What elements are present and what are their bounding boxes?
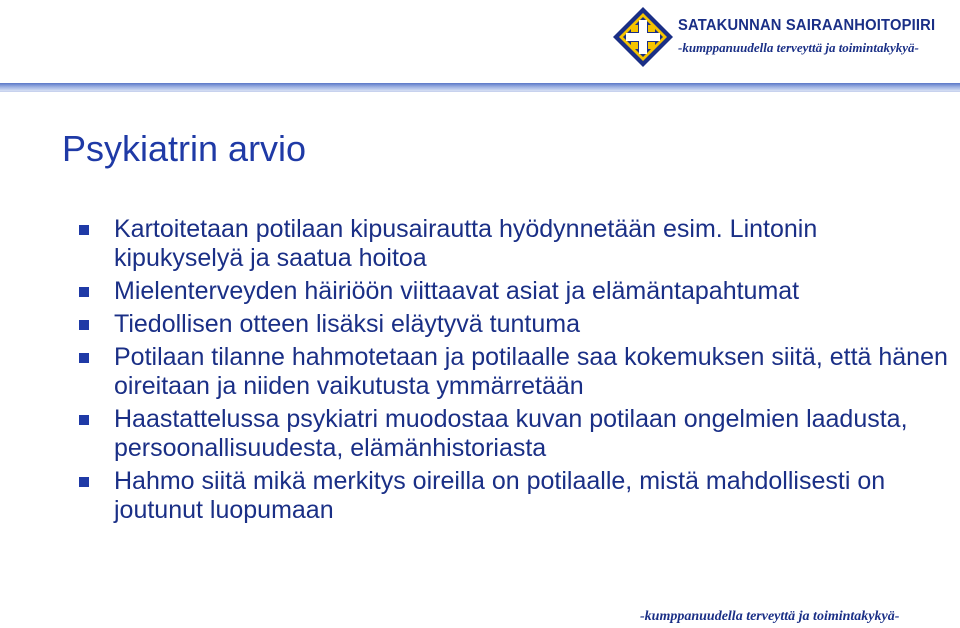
bullet-item [78,467,948,525]
organization-name: SATAKUNNAN SAIRAANHOITOPIIRI [678,17,936,34]
square-bullet-icon [79,477,89,487]
slide-title: Psykiatrin arvio [62,128,307,169]
bullet-text: Kartoitetaan potilaan kipusairautta hyödynnetään esim. Lintonin kipukyselyä ja saatua hoitoa [114,215,818,272]
square-bullet-icon [79,415,89,425]
bullet-text: Tiedollisen otteen lisäksi eläytyvä tuntuma [114,310,580,338]
header-slogan: -kumppanuudella terveyttä ja toimintakykyä- [678,40,919,55]
bullet-item [78,343,948,401]
bullet-list [78,215,948,529]
square-bullet-icon [79,225,89,235]
square-bullet-icon [79,353,89,363]
footer-slogan: -kumppanuudella terveyttä ja toimintakykyä- [640,609,900,624]
bullet-item [78,215,948,273]
square-bullet-icon [79,320,89,330]
header-divider [0,83,960,91]
bullet-text: Mielenterveyden häiriöön viittaavat asiat ja elämäntapahtumat [114,277,800,305]
diamond-cross-logo-icon [612,6,674,68]
bullet-item [78,310,948,339]
bullet-text: Haastattelussa psykiatri muodostaa kuvan potilaan ongelmien laadusta, persoonallisuudesta, elämänhistoriasta [114,405,908,462]
bullet-text: Potilaan tilanne hahmotetaan ja potilaalle saa kokemuksen siitä, että hänen oireitaan ja niiden vaikutusta ymmärretään [114,343,948,400]
square-bullet-icon [79,287,89,297]
bullet-item [78,405,948,463]
slide-header [0,0,960,100]
bullet-text: Hahmo siitä mikä merkitys oireilla on potilaalle, mistä mahdollisesti on joutunut luopumaan [114,467,886,524]
bullet-item [78,277,948,306]
header-divider-line [0,91,960,92]
